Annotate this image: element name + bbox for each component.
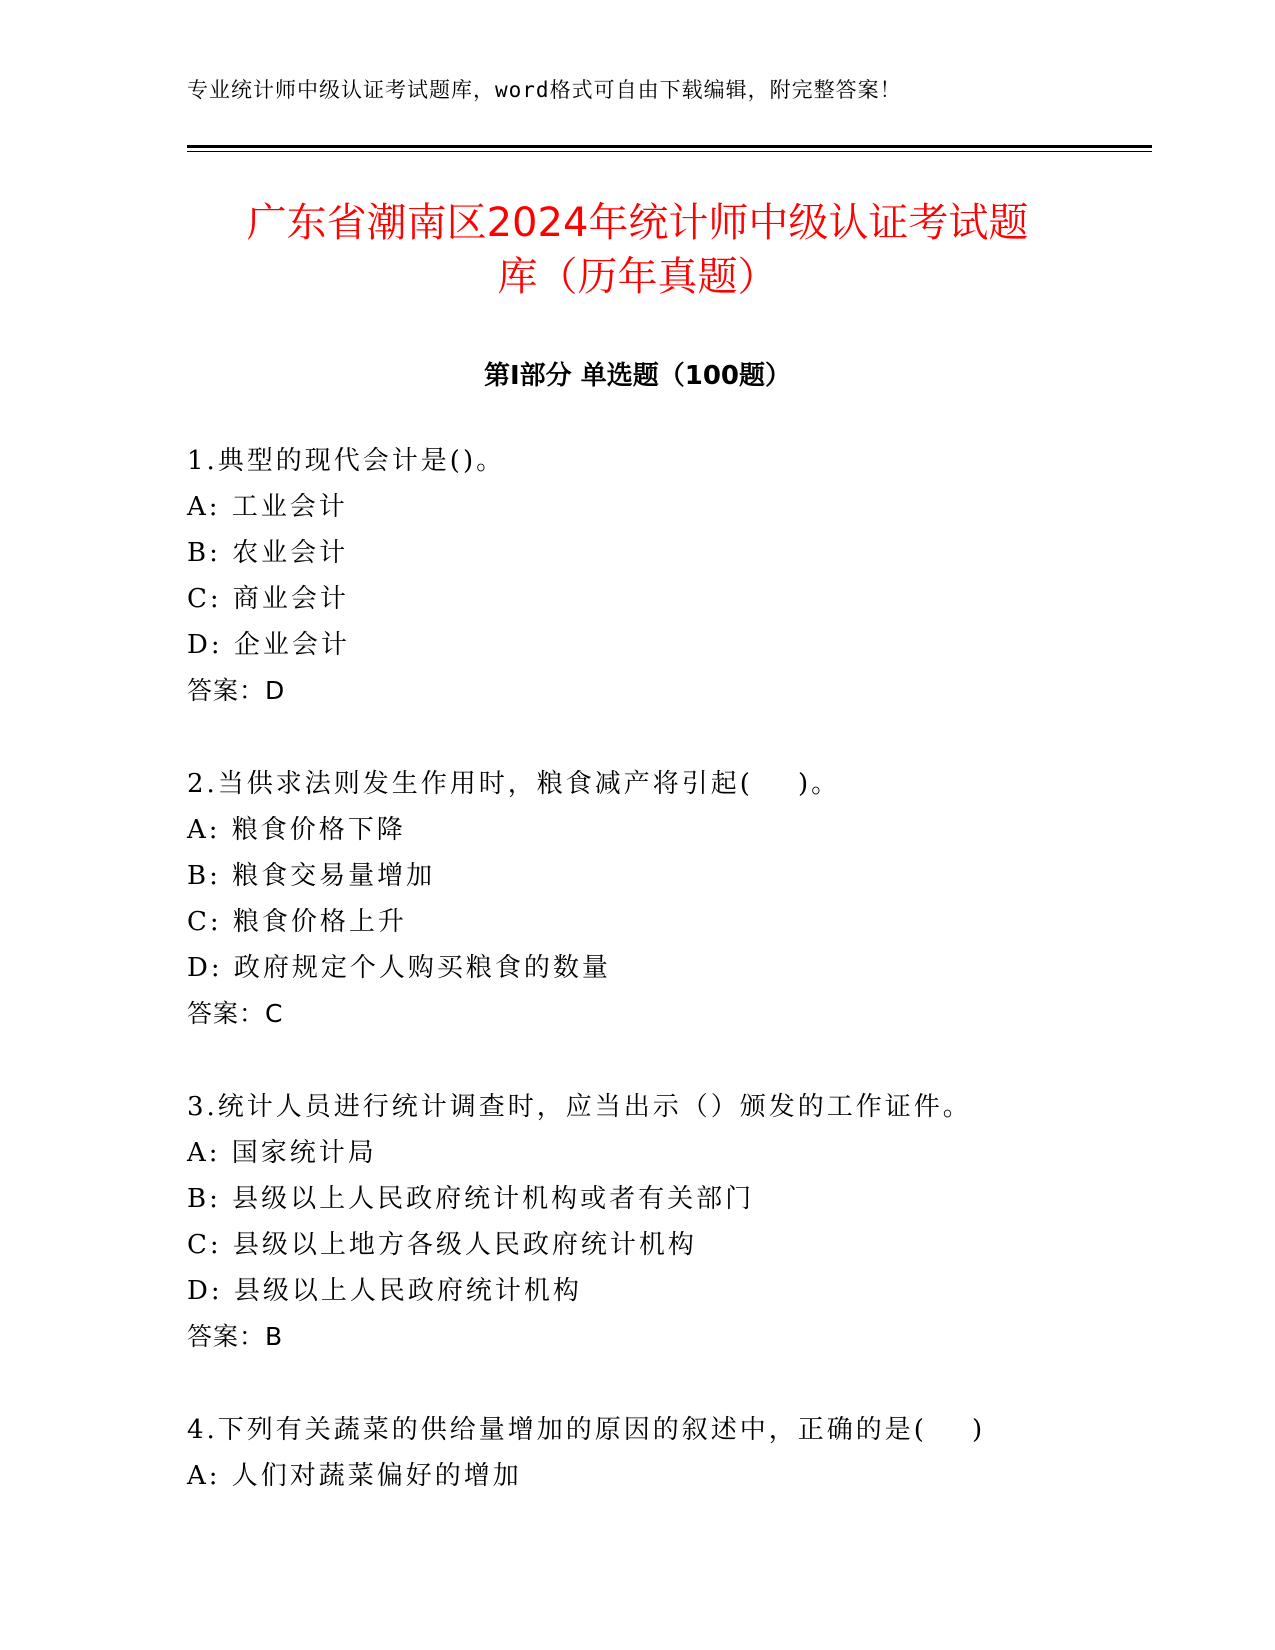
option-c: C: 粮食价格上升	[187, 907, 407, 937]
option-d: D: 县级以上人民政府统计机构	[187, 1276, 582, 1306]
option-d: D: 企业会计	[187, 630, 350, 660]
question-stem: 3.统计人员进行统计调查时，应当出示（）颁发的工作证件。	[187, 1092, 972, 1122]
section-title: 第I部分 单选题（100题）	[484, 361, 791, 391]
header-divider-thick	[187, 145, 1152, 148]
answer: 答案：B	[187, 1322, 284, 1351]
option-a: A: 国家统计局	[187, 1138, 377, 1168]
option-a: A: 工业会计	[187, 492, 348, 522]
option-c: C: 县级以上地方各级人民政府统计机构	[187, 1230, 697, 1260]
question-3	[187, 1084, 1147, 1360]
option-d: D: 政府规定个人购买粮食的数量	[187, 953, 611, 983]
question-list	[187, 438, 1147, 1546]
option-c: C: 商业会计	[187, 584, 349, 614]
option-a: A: 粮食价格下降	[187, 815, 406, 845]
option-a: A: 人们对蔬菜偏好的增加	[187, 1461, 522, 1491]
question-stem: 2.当供求法则发生作用时，粮食减产将引起( )。	[187, 769, 841, 799]
document-title-line-1: 广东省潮南区2024年统计师中级认证考试题	[246, 200, 1029, 246]
question-2	[187, 761, 1147, 1037]
question-4	[187, 1407, 1147, 1499]
option-b: B: 农业会计	[187, 538, 349, 568]
question-stem: 4.下列有关蔬菜的供给量增加的原因的叙述中，正确的是( )	[187, 1415, 986, 1445]
question-1	[187, 438, 1147, 714]
answer: 答案：C	[187, 999, 284, 1028]
question-stem: 1.典型的现代会计是()。	[187, 446, 506, 476]
option-b: B: 粮食交易量增加	[187, 861, 436, 891]
answer: 答案：D	[187, 676, 286, 705]
document-title-line-2: 库（历年真题）	[497, 254, 778, 300]
header-note: 专业统计师中级认证考试题库，word格式可自由下载编辑，附完整答案！	[187, 78, 902, 102]
header-divider-thin	[187, 151, 1152, 152]
document-title	[150, 196, 1125, 304]
option-b: B: 县级以上人民政府统计机构或者有关部门	[187, 1184, 755, 1214]
